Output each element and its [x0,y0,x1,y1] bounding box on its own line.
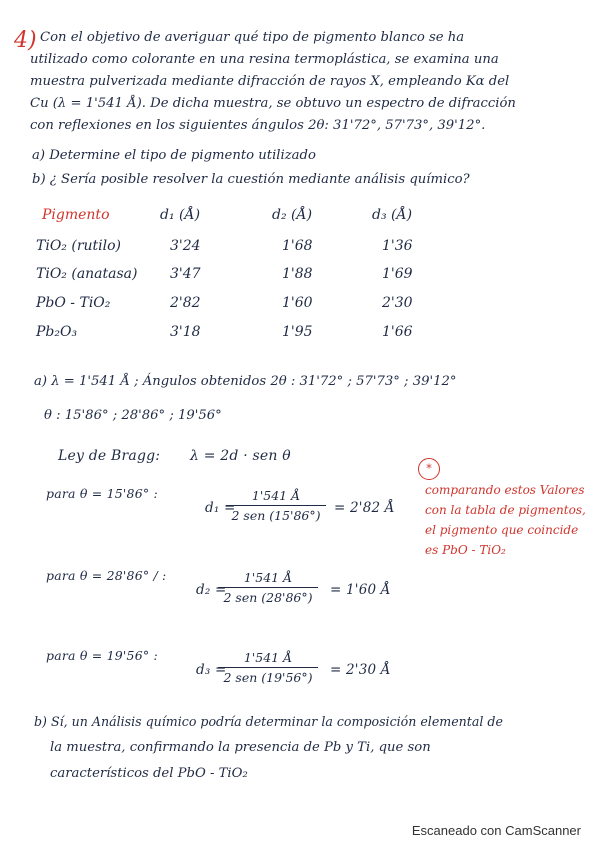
calc-3-denominator: 2 sen (19'56°) [223,670,313,685]
solution-b-line-3: característicos del PbO - TiO₂ [50,766,248,781]
table-cell: 1'36 [382,238,413,254]
table-header-pigmento: Pigmento [42,207,110,223]
table-cell: Pb₂O₃ [36,324,78,340]
calc-2-numerator: 1'541 Å [243,570,293,585]
solution-theta-line: θ : 15'86° ; 28'86° ; 19'56° [44,408,222,423]
calc-1-denominator: 2 sen (15'86°) [231,508,321,523]
problem-line-4: Cu (λ = 1'541 Å). De dicha muestra, se obtuvo un espectro de difracción [30,96,516,111]
note-line: es PbO - TiO₂ [425,543,506,557]
table-cell: 3'24 [170,238,201,254]
problem-line-2: utilizado como colorante en una resina termoplástica, se examina una [30,52,499,67]
table-header-d3: d₃ (Å) [372,207,413,223]
calc-1-result: = 2'82 Å [334,500,395,516]
table-header-d1: d₁ (Å) [160,207,201,223]
bragg-formula: λ = 2d · sen θ [190,448,291,464]
bragg-label: Ley de Bragg: [58,448,161,464]
table-header-d2: d₂ (Å) [272,207,313,223]
calc-1-fraction [226,488,326,523]
table-cell: TiO₂ (rutilo) [36,238,121,254]
table-cell: 3'47 [170,266,201,282]
problem-line-1: Con el objetivo de averiguar qué tipo de pigmento blanco se ha [40,30,465,45]
comparison-note [425,480,590,560]
note-line: el pigmento que coincide [425,523,579,537]
table-cell: 1'68 [282,238,313,254]
fraction-bar [218,587,318,588]
calc-2-result: = 1'60 Å [330,582,391,598]
table-cell: 1'66 [382,324,413,340]
question-b: b) ¿ Sería posible resolver la cuestión mediante análisis químico? [32,172,470,187]
table-cell: 1'88 [282,266,313,282]
question-a: a) Determine el tipo de pigmento utilizado [32,148,316,163]
table-cell: 3'18 [170,324,201,340]
calc-2-denominator: 2 sen (28'86°) [223,590,313,605]
solution-b-line-2: la muestra, confirmando la presencia de Pb y Ti, que son [50,740,431,755]
table-cell: PbO - TiO₂ [36,295,111,311]
solution-b-line-1: b) Sí, un Análisis químico podría determinar la composición elemental de [34,714,503,729]
note-asterisk-mark: * [418,458,440,480]
calc-1-para: para θ = 15'86° : [46,486,158,501]
fraction-bar [218,667,318,668]
calc-1-numerator: 1'541 Å [251,488,301,503]
fraction-bar [226,505,326,506]
calc-2-fraction [218,570,318,605]
calc-2-lhs: d₂ = [196,582,227,598]
calc-3-lhs: d₃ = [196,662,227,678]
scanner-watermark: Escaneado con CamScanner [411,823,581,838]
table-cell: 1'60 [282,295,313,311]
note-line: con la tabla de pigmentos, [425,503,586,517]
table-cell: 1'95 [282,324,313,340]
calc-2-para: para θ = 28'86° / : [46,568,167,583]
calc-3-result: = 2'30 Å [330,662,391,678]
table-cell: 2'30 [382,295,413,311]
calc-3-para: para θ = 19'56° : [46,648,158,663]
problem-line-3: muestra pulverizada mediante difracción de rayos X, empleando Kα del [30,74,510,89]
solution-a-line: a) λ = 1'541 Å ; Ángulos obtenidos 2θ : 31'72° ; 57'73° ; 39'12° [34,374,457,389]
table-cell: TiO₂ (anatasa) [36,266,138,282]
calc-3-numerator: 1'541 Å [243,650,293,665]
table-cell: 1'69 [382,266,413,282]
problem-line-5: con reflexiones en los siguientes ángulos 2θ: 31'72°, 57'73°, 39'12°. [30,118,486,133]
problem-number: 4) [14,28,37,53]
note-line: comparando estos Valores [425,483,585,497]
calc-3-fraction [218,650,318,685]
table-cell: 2'82 [170,295,201,311]
calc-1-lhs: d₁ = [205,500,236,516]
